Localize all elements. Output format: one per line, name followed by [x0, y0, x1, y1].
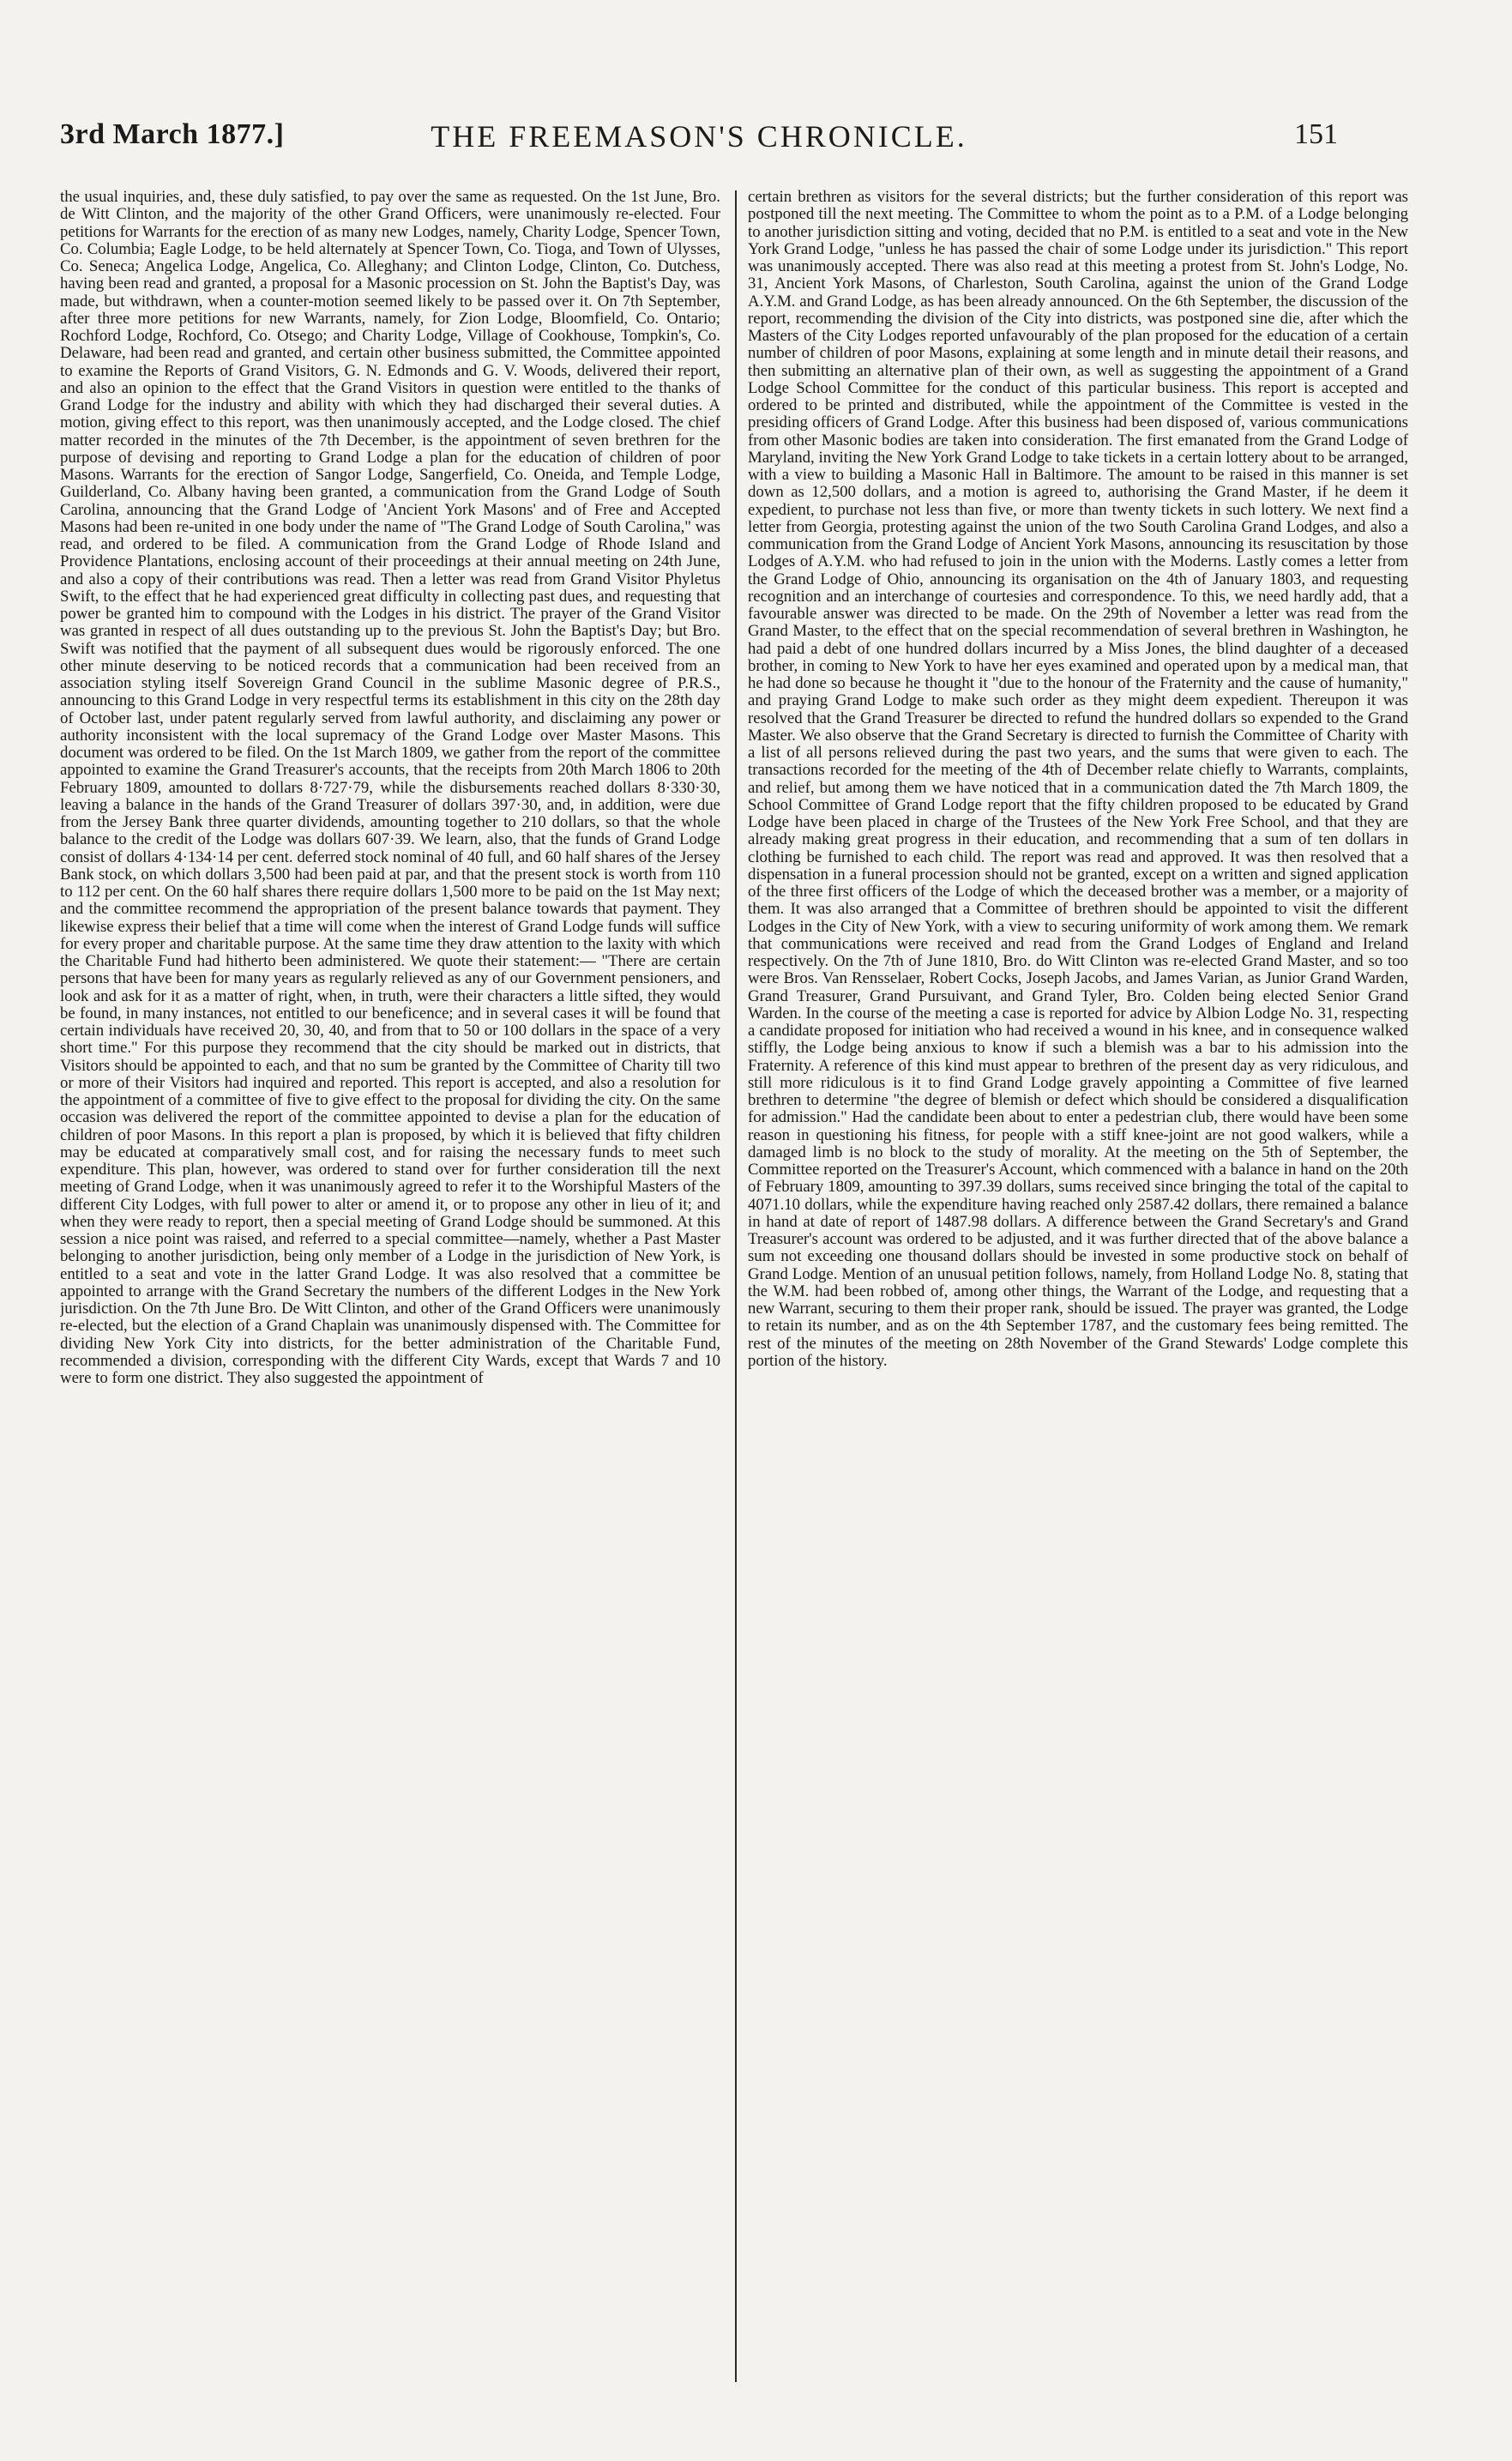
column-divider	[735, 190, 737, 2382]
article-text-right: certain brethren as visitors for the several districts; but the further consideration of this report was postponed till the next meeting. The Committee to whom the point as to a P.M. of a Lodge belonging to another jurisdiction sitting and voting, decided that no P.M. is entitled to a seat and vote in the New York Grand Lodge, "unless he has passed the chair of some Lodge under its jurisdiction." This report was unanimously accepted. There was also read at this meeting a protest from St. John's Lodge, No. 31, Ancient York Masons, of Charleston, South Carolina, against the union of the Grand Lodge A.Y.M. and Grand Lodge, as has been already announced. On the 6th September, the discussion of the report, recommending the division of the City into districts, was postponed sine die, after which the Masters of the City Lodges reported unfavourably of the plan proposed for the education of a certain number of children of poor Masons, explaining at some length and in minute detail their reasons, and then submitting an alternative plan of their own, as well as suggesting the appointment of a Grand Lodge School Committee for the conduct of this particular business. This report is accepted and ordered to be printed and distributed, while the appointment of the Committee is vested in the presiding officers of Grand Lodge. After this business had been disposed of, various communications from other Masonic bodies are taken into consideration. The first emanated from the Grand Lodge of Maryland, inviting the New York Grand Lodge to take tickets in a certain lottery about to be arranged, with a view to building a Masonic Hall in Baltimore. The amount to be raised in this manner is set down as 12,500 dollars, and a motion is agreed to, authorising the Grand Master, if he deem it expedient, to purchase not less than five, or more than twenty tickets in such lottery. We next find a letter from Georgia, protesting against the union of the two South Carolina Grand Lodges, and also a communication from the Grand Lodge of Ancient York Masons, announcing its resuscitation by those Lodges of A.Y.M. who had refused to join in the union with the Moderns. Lastly comes a letter from the Grand Lodge of Ohio, announcing its organisation on the 4th of January 1803, and requesting recognition and an interchange of courtesies and correspondence. To this, we need hardly add, that a favourable answer was directed to be made. On the 29th of November a letter was read from the Grand Master, to the effect that on the special recommendation of several brethren in Washington, he had paid a debt of one hundred dollars incurred by a Miss Jones, the blind daughter of a deceased brother, in coming to New York to have her eyes examined and operated upon by a medical man, that he had done so because he thought it "due to the honour of the Fraternity and the cause of humanity," and praying Grand Lodge to make such order as they might deem expedient. Thereupon it was resolved that the Grand Treasurer be directed to refund the hundred dollars so expended to the Grand Master. We also observe that the Grand Secretary is directed to furnish the Committee of Charity with a list of all persons relieved during the past two years, and the sums that were given to each. The transactions recorded for the meeting of the 4th of December relate chiefly to Warrants, complaints, and relief, but among them we have noticed that in a communication dated the 7th March 1809, the School Committee of Grand Lodge report that the fifty children proposed to be educated by Grand Lodge have been placed in charge of the Trustees of the New York Free School, and that they are already making great progress in their education, and recommending that a sum of ten dollars in clothing be furnished to each child. The report was read and approved. It was then resolved that a dispensation in a funeral procession should not be granted, except on a written and signed application of the three first officers of the Lodge of which the deceased brother was a member, or a majority of them. It was also arranged that a Committee of brethren should be appointed to visit the different Lodges in the City of New York, with a view to securing uniformity of work among them. We remark that communications were received and read from the Grand Lodges of England and Ireland respectively. On the 7th of June 1810, Bro. do Witt Clinton was re-elected Grand Master, and so too were Bros. Van Rensselaer, Robert Cocks, Joseph Jacobs, and James Varian, as Junior Grand Warden, Grand Treasurer, Grand Pursuivant, and Grand Tyler, Bro. Colden being elected Senior Grand Warden. In the course of the meeting a case is reported for advice by Albion Lodge No. 31, respecting a candidate proposed for initiation who had received a wound in his knee, and in consequence walked stiffly, the Lodge being anxious to know if such a blemish was a bar to his admission into the Fraternity. A reference of this kind must appear to brethren of the present day as very ridiculous, and still more ridiculous is it to find Grand Lodge gravely appointing a Committee of five learned brethren to determine "the degree of blemish or defect which should be considered a disqualification for admission." Had the candidate been about to enter a pedestrian club, there would have been some reason in questioning his fitness, for people with a stiff knee-joint are not good walkers, while a damaged limb is no block to the study of morality. At the meeting on the 5th of September, the Committee reported on the Treasurer's Account, which commenced with a balance in hand on the 20th of February 1809, amounting to 397.39 dollars, sums received since bringing the total of the capital to 4071.10 dollars, while the expenditure having reached only 2587.42 dollars, there remained a balance in hand at date of report of 1487.98 dollars. A difference between the Grand Secretary's and Grand Treasurer's account was ordered to be adjusted, and it was further directed that of the above balance a sum not exceeding one thousand dollars should be invested in some productive stock on behalf of Grand Lodge. Mention of an unusual petition follows, namely, from Holland Lodge No. 8, stating that the W.M. had been robbed of, among other things, the Warrant of the Lodge, and requesting that a new Warrant, securing to them their proper rank, should be issued. The prayer was granted, the Lodge to retain its number, and as on the 4th September 1787, and the customary fees being remitted. The rest of the minutes of the meeting on 28th November of the Grand Stewards' Lodge complete this portion of the history.	[748, 189, 1408, 1370]
article-column-left	[60, 189, 720, 2385]
publication-title: THE FREEMASON'S CHRONICLE.	[431, 119, 967, 154]
masthead	[60, 118, 1338, 168]
article-text-left: the usual inquiries, and, these duly satisfied, to pay over the same as requested. On the 1st June, Bro. de Witt Clinton, and the majority of the other Grand Officers, were unanimously re-elected. Four petitions for Warrants for the erection of as many new Lodges, namely, Charity Lodge, Spencer Town, Co. Columbia; Eagle Lodge, to be held alternately at Spencer Town, Co. Tioga, and Town of Ulysses, Co. Seneca; Angelica Lodge, Angelica, Co. Alleghany; and Clinton Lodge, Clinton, Co. Dutchess, having been read and granted, a proposal for a Masonic procession on St. John the Baptist's Day, was made, but withdrawn, when a counter-motion seemed likely to be passed over it. On 7th September, after three more petitions for new Warrants, namely, for Zion Lodge, Bloomfield, Co. Ontario; Rochford Lodge, Rochford, Co. Otsego; and Charity Lodge, Village of Cookhouse, Tompkin's, Co. Delaware, had been read and granted, and certain other business submitted, the Committee appointed to examine the Reports of Grand Visitors, G. N. Edmonds and G. V. Woods, delivered their report, and also an opinion to the effect that the Grand Visitors in question were entitled to the thanks of Grand Lodge for the industry and ability with which they had discharged their several duties. A motion, giving effect to this report, was then unanimously accepted, and the Lodge closed. The chief matter recorded in the minutes of the 7th December, is the appointment of seven brethren for the purpose of devising and reporting to Grand Lodge a plan for the education of children of poor Masons. Warrants for the erection of Sangor Lodge, Sangerfield, Co. Oneida, and Temple Lodge, Guilderland, Co. Albany having been granted, a communication from the Grand Lodge of South Carolina, announcing that the Grand Lodge of 'Ancient York Masons' and of Free and Accepted Masons had been re-united in one body under the name of "The Grand Lodge of South Carolina," was read, and ordered to be filed. A communication from the Grand Lodge of Rhode Island and Providence Plantations, enclosing account of their proceedings at their annual meeting on 24th June, and also a copy of their contributions was read. Then a letter was read from Grand Visitor Phyletus Swift, to the effect that he had experienced great difficulty in collecting past dues, and requesting that power be granted him to compound with the Lodges in his district. The prayer of the Grand Visitor was granted in respect of all dues outstanding up to the previous St. John the Baptist's Day; but Bro. Swift was notified that the payment of all subsequent dues would be rigorously enforced. The one other minute deserving to be noticed records that a communication had been received from an association styling itself Sovereign Grand Council in the sublime Masonic degree of P.R.S., announcing to this Grand Lodge in very respectful terms its establishment in this city on the 28th day of October last, under patent regularly served from lawful authority, and disclaiming any power or authority inconsistent with the local supremacy of the Grand Lodge over Master Masons. This document was ordered to be filed. On the 1st March 1809, we gather from the report of the committee appointed to examine the Grand Treasurer's accounts, that the receipts from 20th March 1806 to 20th February 1809, amounted to dollars 8·727·79, while the disbursements reached dollars 8·330·30, leaving a balance in the hands of the Grand Treasurer of dollars 397·30, and, in addition, were due from the Jersey Bank three quarter dividends, amounting together to 210 dollars, so that the whole balance to the credit of the Lodge was dollars 607·39. We learn, also, that the funds of Grand Lodge consist of dollars 4·134·14 per cent. deferred stock nominal of 40 full, and 60 half shares of the Jersey Bank stock, on which dollars 3,500 had been paid at par, and that the present stock is worth from 110 to 112 per cent. On the 60 half shares there require dollars 1,500 more to be paid on the 1st May next; and the committee recommend the appropriation of the present balance towards that payment. They likewise express their belief that a time will come when the interest of Grand Lodge funds will suffice for every proper and charitable purpose. At the same time they draw attention to the laxity with which the Charitable Fund had hitherto been administered. We quote their statement:— "There are certain persons that have been for many years as regularly relieved as any of our Government pensioners, and look and ask for it as a matter of right, when, in truth, were their characters a little sifted, they would be found, in many instances, not entitled to our beneficence; and in several cases it will be found that certain individuals have received 20, 30, 40, and from that to 50 or 100 dollars in the space of a very short time." For this purpose they recommend that the city should be marked out in districts, that Visitors should be appointed to each, and that no sum be granted by the Committee of Charity till two or more of their Visitors had inquired and reported. This report is accepted, and also a resolution for the appointment of a committee of five to give effect to the proposal for dividing the city. On the same occasion was delivered the report of the committee appointed to devise a plan for the education of children of poor Masons. In this report a plan is proposed, by which it is believed that fifty children may be educated at comparatively small cost, and for raising the necessary funds to meet such expenditure. This plan, however, was ordered to stand over for further consideration till the next meeting of Grand Lodge, when it was unanimously agreed to refer it to the Worshipful Masters of the different City Lodges, with full power to alter or amend it, or to propose any other in lieu of it; and when they were ready to report, then a special meeting of Grand Lodge should be summoned. At this session a nice point was raised, and referred to a special committee—namely, whether a Past Master belonging to another jurisdiction, being only member of a Lodge in the jurisdiction of New York, is entitled to a seat and vote in the latter Grand Lodge. It was also resolved that a committee be appointed to arrange with the Grand Secretary the numbers of the different Lodges in the New York jurisdiction. On the 7th June Bro. De Witt Clinton, and other of the Grand Officers were unanimously re-elected, but the election of a Grand Chaplain was unanimously dispensed with. The Committee for dividing New York City into districts, for the better administration of the Charitable Fund, recommended a division, corresponding with the different City Wards, except that Wards 7 and 10 were to form one district. They also suggested the appointment of	[60, 189, 720, 1387]
page-number: 151	[1294, 118, 1338, 150]
issue-date: 3rd March 1877.]	[60, 118, 285, 150]
article-column-right	[748, 189, 1408, 2385]
